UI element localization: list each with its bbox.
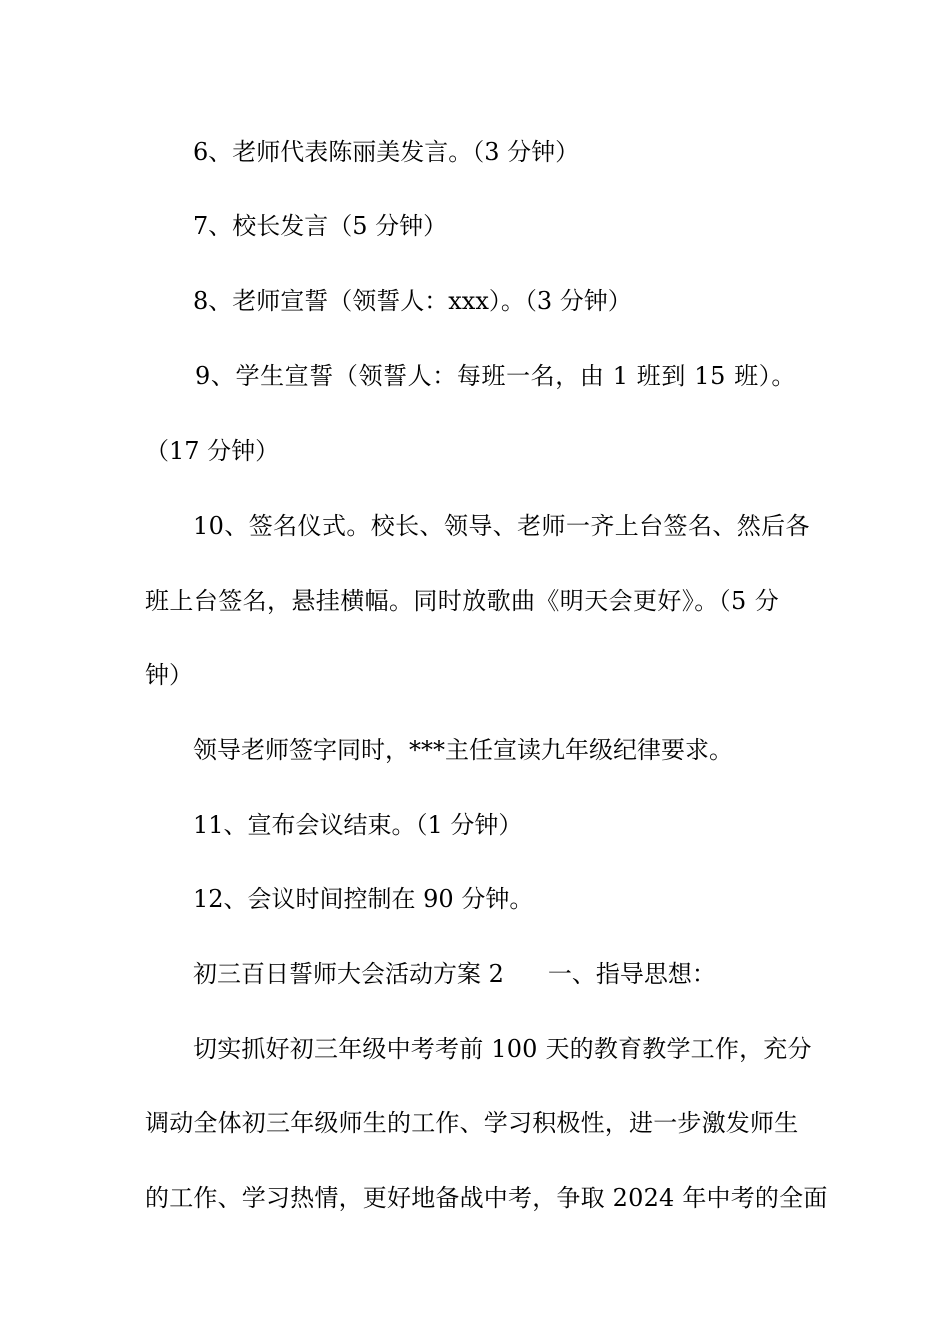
agenda-item-10: 10、签名仪式。校长、领导、老师一齐上台签名、然后各 [193,512,810,540]
agenda-item-6: 6、老师代表陈丽美发言。（3 分钟） [193,138,580,166]
agenda-item-7: 7、校长发言（5 分钟） [193,212,448,240]
agenda-item-9: 9、学生宣誓（领誓人：每班一名，由 1 班到 15 班）。 [195,362,796,390]
agenda-item-8: 8、老师宣誓（领誓人：xxx）。（3 分钟） [193,287,632,315]
section-heading [193,959,716,989]
plan-title: 初三百日誓师大会活动方案 2 [193,960,504,988]
agenda-item-9-continued: （17 分钟） [145,437,280,465]
paragraph-line: 切实抓好初三年级中考考前 100 天的教育教学工作，充分 [193,1035,812,1063]
section-title: 一、指导思想： [547,960,716,988]
agenda-item-10-continued: 班上台签名，悬挂横幅。同时放歌曲《明天会更好》。（5 分 [145,587,780,615]
agenda-note: 领导老师签字同时，***主任宣读九年级纪律要求。 [193,736,733,764]
agenda-item-12: 12、会议时间控制在 90 分钟。 [193,885,534,913]
agenda-item-11: 11、宣布会议结束。（1 分钟） [193,811,523,839]
paragraph-line: 的工作、学习热情，更好地备战中考，争取 2024 年中考的全面 [145,1184,828,1212]
agenda-item-10-continued-2: 钟） [145,661,193,689]
paragraph-line: 调动全体初三年级师生的工作、学习积极性，进一步激发师生 [145,1109,799,1137]
